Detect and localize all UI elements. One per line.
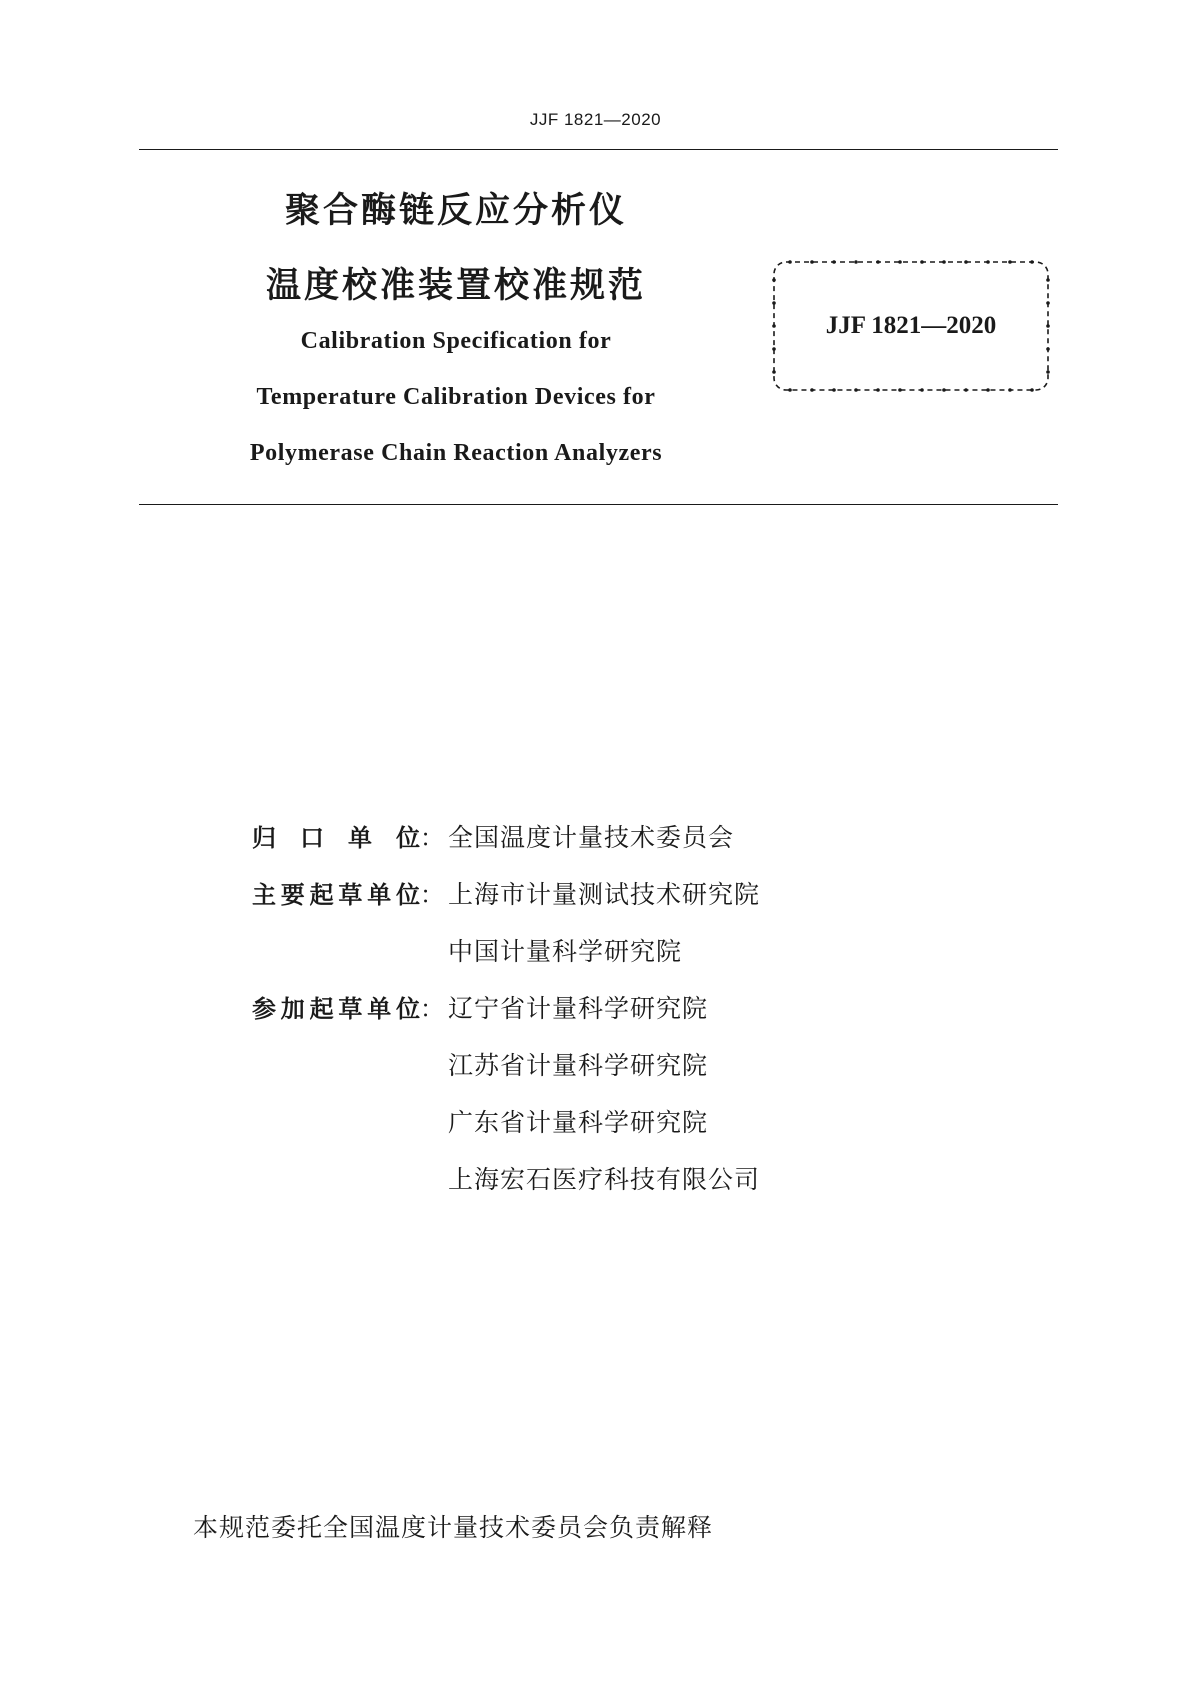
org-row-participating-4 <box>0 1160 1191 1200</box>
org-row-main-drafting <box>0 875 1191 915</box>
org-label-responsible <box>252 818 420 858</box>
label-char: 位 <box>395 881 420 909</box>
org-colon: ： <box>420 824 444 852</box>
label-char: 位 <box>395 995 420 1023</box>
org-label-participating <box>252 989 420 1029</box>
code-box-text: JJF 1821—2020 <box>825 312 997 339</box>
title-zh-line2: 温度校准装置校准规范 <box>265 266 646 306</box>
org-value-main-drafting-1: 上海市计量测试技术研究院 <box>448 880 761 909</box>
org-colon: ： <box>420 881 444 909</box>
org-row-main-drafting-2 <box>0 932 1191 972</box>
org-label-main-drafting <box>252 875 420 915</box>
label-char: 起 <box>309 995 334 1023</box>
label-char: 单 <box>348 824 372 852</box>
label-char: 主 <box>252 881 276 909</box>
label-char: 参 <box>252 995 276 1023</box>
title-en-line3: Polymerase Chain Reaction Analyzers <box>249 440 663 466</box>
label-char: 加 <box>280 995 305 1023</box>
label-char: 单 <box>367 881 392 909</box>
label-char: 口 <box>300 824 324 852</box>
label-char: 草 <box>338 881 363 909</box>
title-en-line1: Calibration Specification for <box>300 328 612 354</box>
org-row-participating-3 <box>0 1103 1191 1143</box>
org-row-responsible <box>0 818 1191 858</box>
title-en-line2: Temperature Calibration Devices for <box>256 384 656 410</box>
header-rule <box>139 149 1058 150</box>
code-box <box>770 258 1052 394</box>
org-row-participating-2 <box>0 1046 1191 1086</box>
org-value-responsible: 全国温度计量技术委员会 <box>448 823 735 852</box>
label-char: 位 <box>396 824 420 852</box>
org-colon: ： <box>420 995 444 1023</box>
label-char: 单 <box>367 995 392 1023</box>
org-value-participating-1: 辽宁省计量科学研究院 <box>448 994 709 1023</box>
label-char: 归 <box>252 824 276 852</box>
footer-note: 本规范委托全国温度计量技术委员会负责解释 <box>193 1513 714 1542</box>
label-char: 起 <box>309 881 334 909</box>
org-value-participating-4: 上海宏石医疗科技有限公司 <box>448 1165 761 1194</box>
label-char: 草 <box>338 995 363 1023</box>
org-value-main-drafting-2: 中国计量科学研究院 <box>448 937 683 966</box>
org-row-participating <box>0 989 1191 1029</box>
running-header: JJF 1821—2020 <box>529 110 662 129</box>
label-char: 要 <box>280 881 305 909</box>
org-value-participating-2: 江苏省计量科学研究院 <box>448 1051 709 1080</box>
footer-rule <box>139 504 1058 505</box>
org-value-participating-3: 广东省计量科学研究院 <box>448 1108 709 1137</box>
title-zh-line1: 聚合酶链反应分析仪 <box>284 191 627 231</box>
